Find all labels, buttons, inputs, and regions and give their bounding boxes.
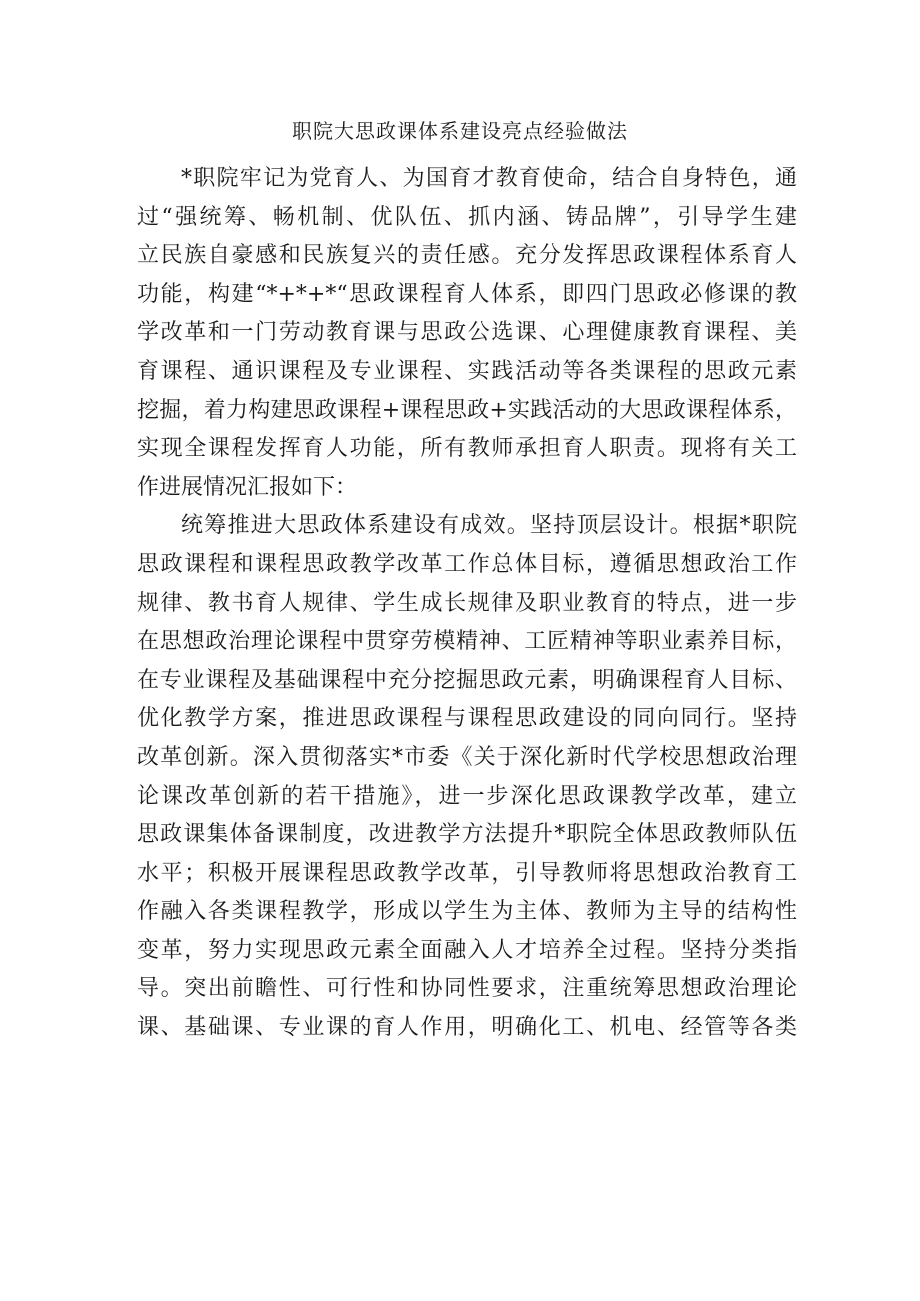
paragraph-1 [137, 160, 797, 507]
document-body [137, 160, 797, 1048]
paragraph-line: 学改革和一门劳动教育课与思政公选课、心理健康教育课程、美 [137, 320, 797, 346]
paragraph-2 [137, 507, 797, 1047]
paragraph-line: 规律、教书育人规律、学生成长规律及职业教育的特点，进一步 [137, 590, 797, 616]
document-title: 职院大思政课体系建设亮点经验做法 [292, 119, 628, 143]
paragraph-line: 课、基础课、专业课的育人作用，明确化工、机电、经管等各类 [137, 1015, 797, 1041]
paragraph-line: 立民族自豪感和民族复兴的责任感。充分发挥思政课程体系育人 [137, 243, 797, 269]
paragraph-line: 论课改革创新的若干措施》，进一步深化思政课教学改革，建立 [137, 783, 797, 809]
paragraph-line: 在思想政治理论课程中贯穿劳模精神、工匠精神等职业素养目标， [137, 629, 797, 655]
paragraph-line: 变革，努力实现思政元素全面融入人才培养全过程。坚持分类指 [137, 937, 797, 963]
paragraph-line: 作进展情况汇报如下： [137, 474, 358, 500]
paragraph-line: 优化教学方案，推进思政课程与课程思政建设的同向同行。坚持 [137, 706, 797, 732]
paragraph-line: 功能，构建“*+*+*“思政课程育人体系，即四门思政必修课的教 [137, 281, 797, 307]
paragraph-line: 统筹推进大思政体系建设有成效。坚持顶层设计。根据*职院 [181, 513, 797, 539]
paragraph-line: *职院牢记为党育人、为国育才教育使命，结合自身特色，通 [181, 166, 797, 191]
paragraph-line: 水平；积极开展课程思政教学改革，引导教师将思想政治教育工 [137, 860, 797, 886]
paragraph-line: 实现全课程发挥育人功能，所有教师承担育人职责。现将有关工 [137, 436, 797, 462]
paragraph-line: 挖掘，着力构建思政课程+课程思政+实践活动的大思政课程体系， [137, 397, 797, 423]
paragraph-line: 思政课集体备课制度，改进教学方法提升*职院全体思政教师队伍 [137, 822, 797, 848]
paragraph-line: 改革创新。深入贯彻落实*市委《关于深化新时代学校思想政治理 [137, 744, 797, 770]
paragraph-line: 育课程、通识课程及专业课程、实践活动等各类课程的思政元素 [137, 358, 797, 384]
paragraph-line: 思政课程和课程思政教学改革工作总体目标，遵循思想政治工作 [137, 551, 797, 577]
paragraph-line: 过“强统筹、畅机制、优队伍、抓内涵、铸品牌”，引导学生建 [137, 204, 797, 230]
paragraph-line: 在专业课程及基础课程中充分挖掘思政元素，明确课程育人目标、 [137, 667, 797, 693]
paragraph-line: 导。突出前瞻性、可行性和协同性要求，注重统筹思想政治理论 [137, 976, 797, 1002]
paragraph-line: 作融入各类课程教学，形成以学生为主体、教师为主导的结构性 [137, 899, 797, 925]
